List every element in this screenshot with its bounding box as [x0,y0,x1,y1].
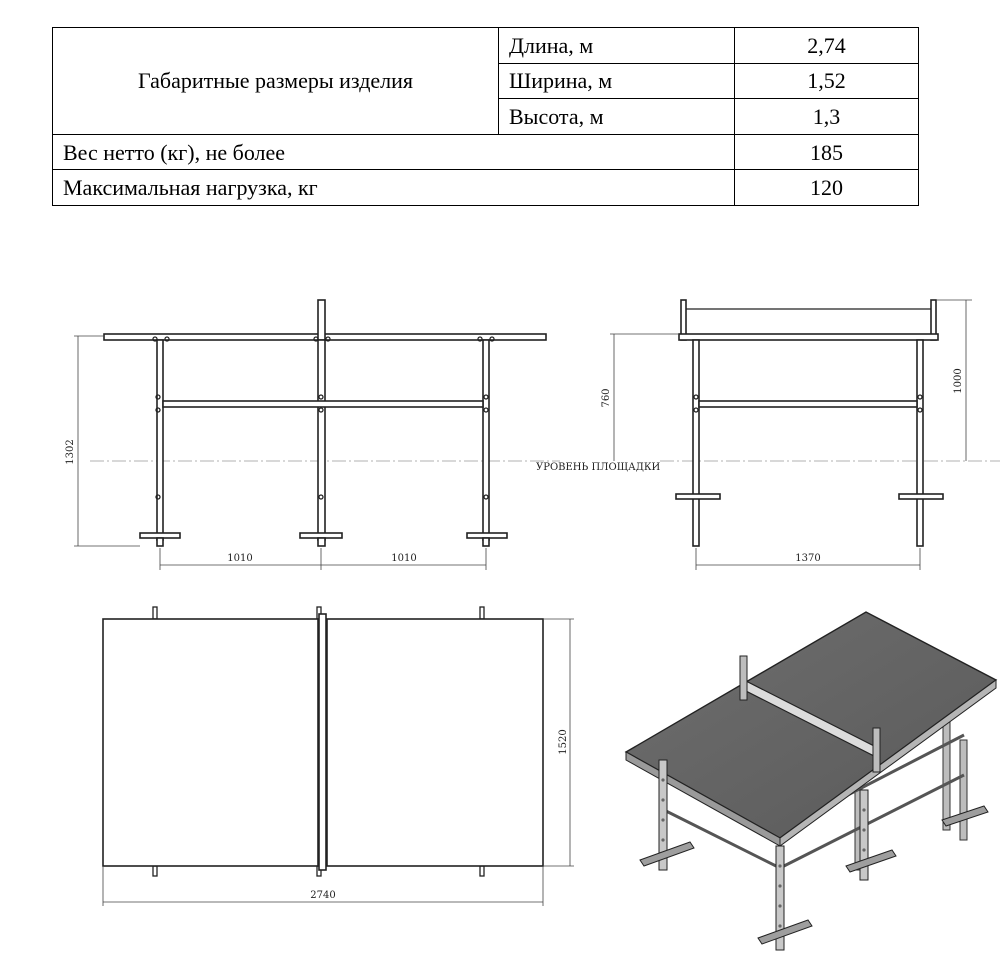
top-table-left [103,619,318,866]
isometric-view-drawing [620,610,1000,963]
net-weight-label: Вес нетто (кг), не более [53,134,735,170]
side-leg-left [693,340,699,546]
dim-1010-left: 1010 [227,553,253,564]
front-legs [157,340,489,540]
width-value: 1,52 [735,63,919,99]
width-label: Ширина, м [499,63,735,99]
side-view-drawing [560,290,1000,580]
dim-2740: 2740 [310,890,336,901]
dim-1520: 1520 [558,729,569,755]
table-row [53,170,919,206]
table-row [53,28,919,64]
dimensions-table [52,27,919,206]
dim-1302: 1302 [65,439,76,465]
length-label: Длина, м [499,28,735,64]
top-table-right [327,619,543,866]
ground-level-label: УРОВЕНЬ ПЛОЩАДКИ [536,462,661,473]
height-label: Высота, м [499,99,735,135]
top-net [319,614,326,870]
dim-1010-right: 1010 [391,553,417,564]
max-load-value: 120 [735,170,919,206]
top-view-drawing [90,600,590,920]
max-load-label: Максимальная нагрузка, кг [53,170,735,206]
front-net-post [318,300,325,340]
dim-1370: 1370 [795,553,821,564]
group-label: Габаритные размеры изделия [53,28,499,135]
height-value: 1,3 [735,99,919,135]
front-feet [140,533,507,546]
table-row [53,134,919,170]
dim-760: 760 [601,388,612,408]
front-stretcher [163,401,483,407]
net-weight-value: 185 [735,134,919,170]
length-value: 2,74 [735,28,919,64]
dim-1000: 1000 [953,368,964,394]
side-leg-right [917,340,923,546]
side-tabletop [679,334,938,340]
